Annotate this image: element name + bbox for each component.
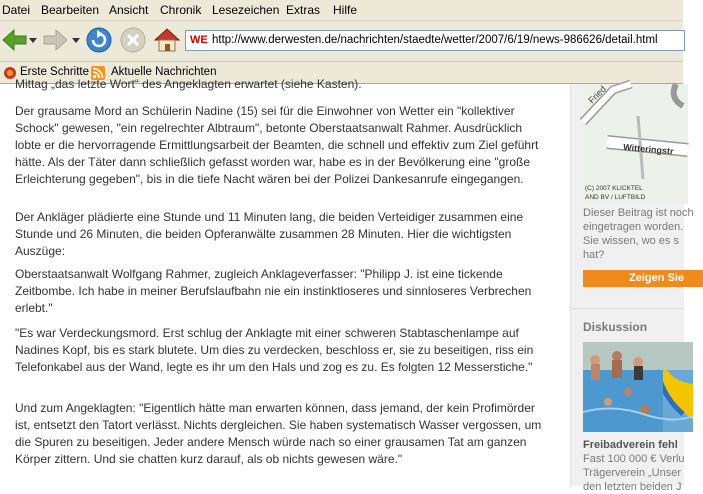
menu-bearbeiten[interactable]: Bearbeiten	[41, 3, 100, 17]
stop-icon[interactable]	[118, 25, 148, 55]
article-paragraph: "Es war Verdeckungsmord. Erst schlug der Anklagte mit einer schweren Stabtaschenlampe auf Nadines Kopf, bis es stark blutete. Um dies zu verdecken, beschloss er, sie zu beseitigen, riss ein Telefonkabel aus der Wand, legte es ihr um den Hals und zog es zu. Es folgten 12 Messerstiche."	[15, 326, 534, 374]
map-copyright: (C) 2007 KLICKTEL	[585, 185, 643, 192]
menu-chronik[interactable]: Chronik	[160, 3, 202, 17]
menu-lesezeichen[interactable]: Lesezeichen	[212, 3, 280, 17]
sidebar	[570, 83, 694, 493]
teaser-line: den letzten beiden J	[583, 481, 682, 493]
cut-line-text: Mittag „das letzte Wort“ des Angeklagten erwartet (siehe Kasten).	[15, 77, 362, 91]
teaser-title[interactable]: Freibadverein fehl	[583, 439, 678, 451]
bookmark-erste-schritte[interactable]: Erste Schritte	[20, 66, 90, 78]
article-paragraph: Der grausame Mord an Schülerin Nadine (15) sei für die Einwohner von Wetter ein "kollektiver Schock" gewesen, "ein regelrechter Albtraum", betonte Oberstaatsanwalt Rahmer. Ausdrücklich lobte er die hervorragende Ermittlungsarbeit der Beamten, die schnell und effektiv zum Ziel geführt hätte. Als der Täter dann schließlich gefasst worden war, habe es in der Bevölkerung eine "große Erleichterung gegeben", bis in die tiefe Nacht wären bei der Polizei Dankesanrufe eingegangen.	[15, 104, 539, 186]
back-arrow-icon[interactable]	[0, 25, 30, 55]
map-street-label: Witteringstr	[622, 142, 674, 157]
bookmark-aktuelle-nachrichten[interactable]: Aktuelle Nachrichten	[111, 66, 217, 78]
home-icon[interactable]	[152, 25, 182, 55]
diskussion-heading: Diskussion	[583, 320, 648, 334]
site-favicon: WE	[190, 34, 208, 46]
map-copyright: AND BV / LUFTBILD	[585, 194, 646, 201]
sidebar-divider	[571, 308, 684, 309]
article-paragraph: Und zum Angeklagten: "Eigentlich hätte man erwarten können, dass jemand, der kein Profimörder ist, entsetzt den Tatort verlässt. Nichts dergleichen. Sie haben systematisch Wasser vergossen, um die Spuren zu beseitigen. Jeder andere Mensch würde nach so einer grausamen Tat am ganzen Körper zittern. Und sie chatten kurz darauf, als ob nichts gewesen wäre."	[15, 401, 542, 466]
location-map[interactable]	[583, 84, 688, 204]
article-paragraph: Oberstaatsanwalt Wolfgang Rahmer, zugleich Anklageverfasser: "Philipp J. ist eine tickende Zeitbombe. Ich habe in meiner Berufslaufbahn nie ein instinktloseres und sinnloseres Verbrechen erlebt."	[15, 267, 532, 315]
navigation-toolbar	[0, 21, 683, 62]
menu-bar	[0, 0, 683, 21]
map-note-line: hat?	[583, 249, 605, 261]
menu-extras[interactable]: Extras	[286, 3, 321, 17]
menu-hilfe[interactable]: Hilfe	[333, 3, 358, 17]
back-dropdown-icon[interactable]	[29, 36, 37, 44]
forward-arrow-icon[interactable]	[40, 25, 70, 55]
map-note-line: Sie wissen, wo es s	[583, 235, 679, 247]
teaser-line: Fast 100 000 € Verlu	[583, 453, 685, 465]
teaser-line: Trägerverein „Unser	[583, 467, 682, 479]
map-street-label: Fried	[586, 83, 608, 106]
zeigen-button[interactable]: Zeigen Sie	[583, 270, 703, 287]
menu-ansicht[interactable]: Ansicht	[109, 3, 149, 17]
freibad-teaser-image[interactable]	[583, 342, 693, 432]
article-cut-line	[15, 76, 545, 91]
map-note-line: Dieser Beitrag ist noch	[583, 207, 694, 219]
article-paragraph: Der Ankläger plädierte eine Stunde und 11 Minuten lang, die beiden Verteidiger zusammen eine Stunde und 26 Minuten, die beiden Opferanwälte zusammen 28 Minuten. Hier die wichtigsten Auszüge:	[15, 210, 524, 258]
forward-dropdown-icon[interactable]	[72, 36, 80, 44]
map-note-line: eingetragen worden.	[583, 221, 684, 233]
address-bar[interactable]	[185, 30, 685, 51]
page-content	[0, 77, 694, 493]
menu-datei[interactable]: Datei	[2, 3, 31, 17]
reload-icon[interactable]	[84, 25, 114, 55]
url-text[interactable]: http://www.derwesten.de/nachrichten/staedte/wetter/2007/6/19/news-986626/detail.html	[212, 34, 658, 46]
